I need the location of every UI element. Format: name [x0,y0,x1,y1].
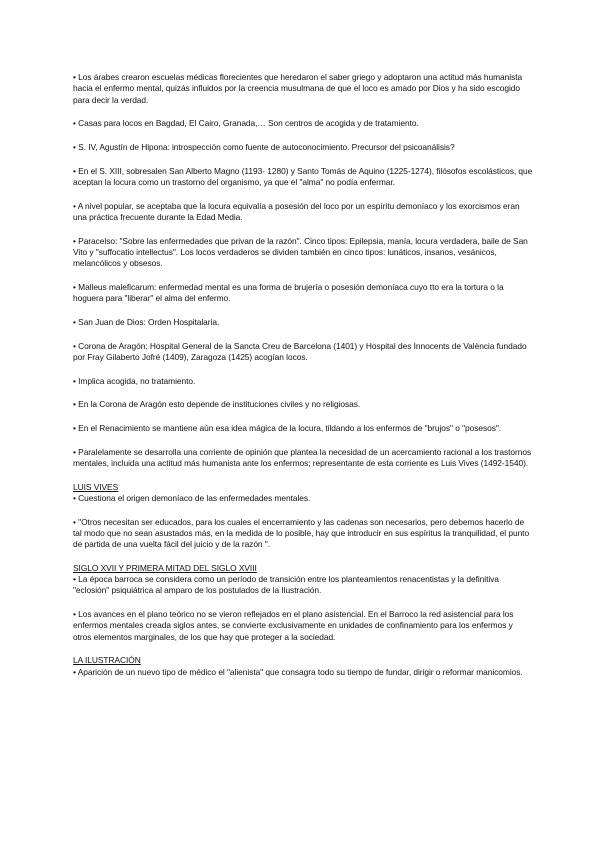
section-luis-vives [73,482,533,551]
paragraph: • Los árabes crearon escuelas médicas florecientes que heredaron el saber griego y adoptaron una actitud más humanista hacia el enfermo mental, quizás influidos por la creencia musulmana de que el loco es amado por Dios y ha sido escogido para decir la verdad. [73,72,523,105]
paragraph: • Paracelso: "Sobre las enfermedades que privan de la razón". Cinco tipos: Epilepsia, manía, locura verdadera, baile de San Vito y "suffocatio intellectus". Los locos verdaderos se dividen también en cinco tipos: lunáticos, insanos, vesánicos, melancólicos y obsesos. [73,235,528,269]
paragraph: • Aparición de un nuevo tipo de médico el "alienista" que consagra todo su tiempo de fundar, dirigir o reformar manicomios. [73,666,523,677]
paragraph: • Los avances en el plano teórico no se vieron reflejados en el plano asistencial. En el Barroco la red asistencial para los enfermos mentales creada siglos antes, se convierte exclusivamente en unidades de confinamiento para los enfermos y otros elementos marginales, de los que hay que proteger a la sociedad. [73,609,514,642]
paragraph: • A nivel popular, se aceptaba que la locura equivalía a posesión del loco por un espíritu demoníaco y los exorcismos eran una práctica frecuente durante la Edad Media. [73,200,520,222]
paragraph: • Casas para locos en Bagdad, El Cairo, Granada,… Son centros de acogida y de tratamiento. [73,118,419,129]
paragraph: • Cuestiona el origen demoníaco de las enfermedades mentales. [73,492,311,503]
section-heading: LA ILUSTRACIÓN [73,655,141,666]
paragraph: • Malleus maleficarum: enfermedad mental es una forma de brujería o posesión demoníaca cuyo tto era la tortura o la hoguera para "liberar" el alma del enfermo. [73,281,504,304]
document-page [73,72,533,678]
paragraph: • En el Renacimiento se mantiene aún esa idea mágica de la locura, tildando a los enfermos de "brujos" o "posesos". [73,422,502,433]
section-heading: SIGLO XVII Y PRIMERA MITAD DEL SIGLO XVIII [73,562,257,573]
paragraph: • "Otros necesitan ser educados, para los cuales el encerramiento y las cadenas son necesarios, pero debemos hacerlo de tal modo que no sean asustados más, en la medida de lo posible, hay que introducir en sus espíritus la tranquilidad, el punto de partida de una vuelta fácil del juicio y de la razón ". [73,516,530,550]
paragraph: • En el S. XIII, sobresalen San Alberto Magno (1193- 1280) y Santo Tomás de Aquino (1225-1274), filósofos escolásticos, que aceptan la locura como un trastorno del organismo, ya que el "alma" no podía enfermar. [73,165,533,187]
paragraph: • En la Corona de Aragón esto depende de instituciones civiles y no religiosas. [73,399,361,410]
paragraph: • San Juan de Dios: Orden Hospitalaria. [73,316,220,327]
paragraph: • Corona de Aragón: Hospital General de la Sancta Creu de Barcelona (1401) y Hospital des Innocents de València fundado por Fray Gilaberto Jofré (1409), Zaragoza (1425) acogían locos. [73,340,527,362]
section-siglo-xvii [73,563,533,643]
paragraph: • La época barroca se considera como un período de transición entre los planteamientos renacentistas y la definitiva "eclosión" psiquiátrica al amparo de los postulados de la Ilustración. [73,574,499,596]
section-ilustracion [73,655,533,678]
section-heading: LUIS VIVES [73,481,119,492]
paragraph: • Implica acogida, no tratamiento. [73,375,196,386]
paragraph: • S. IV, Agustín de Hipona: introspección como fuente de autoconocimiento. Precursor del psicoanálisis? [73,141,455,152]
paragraph: • Paralelamente se desarrolla una corriente de opinión que plantea la necesidad de un acercamiento racional a los trastornos mentales, incluida una actitud más humanista ante los enfermos; representante de esta corriente es Luis Vives (1492-1540). [73,446,532,468]
